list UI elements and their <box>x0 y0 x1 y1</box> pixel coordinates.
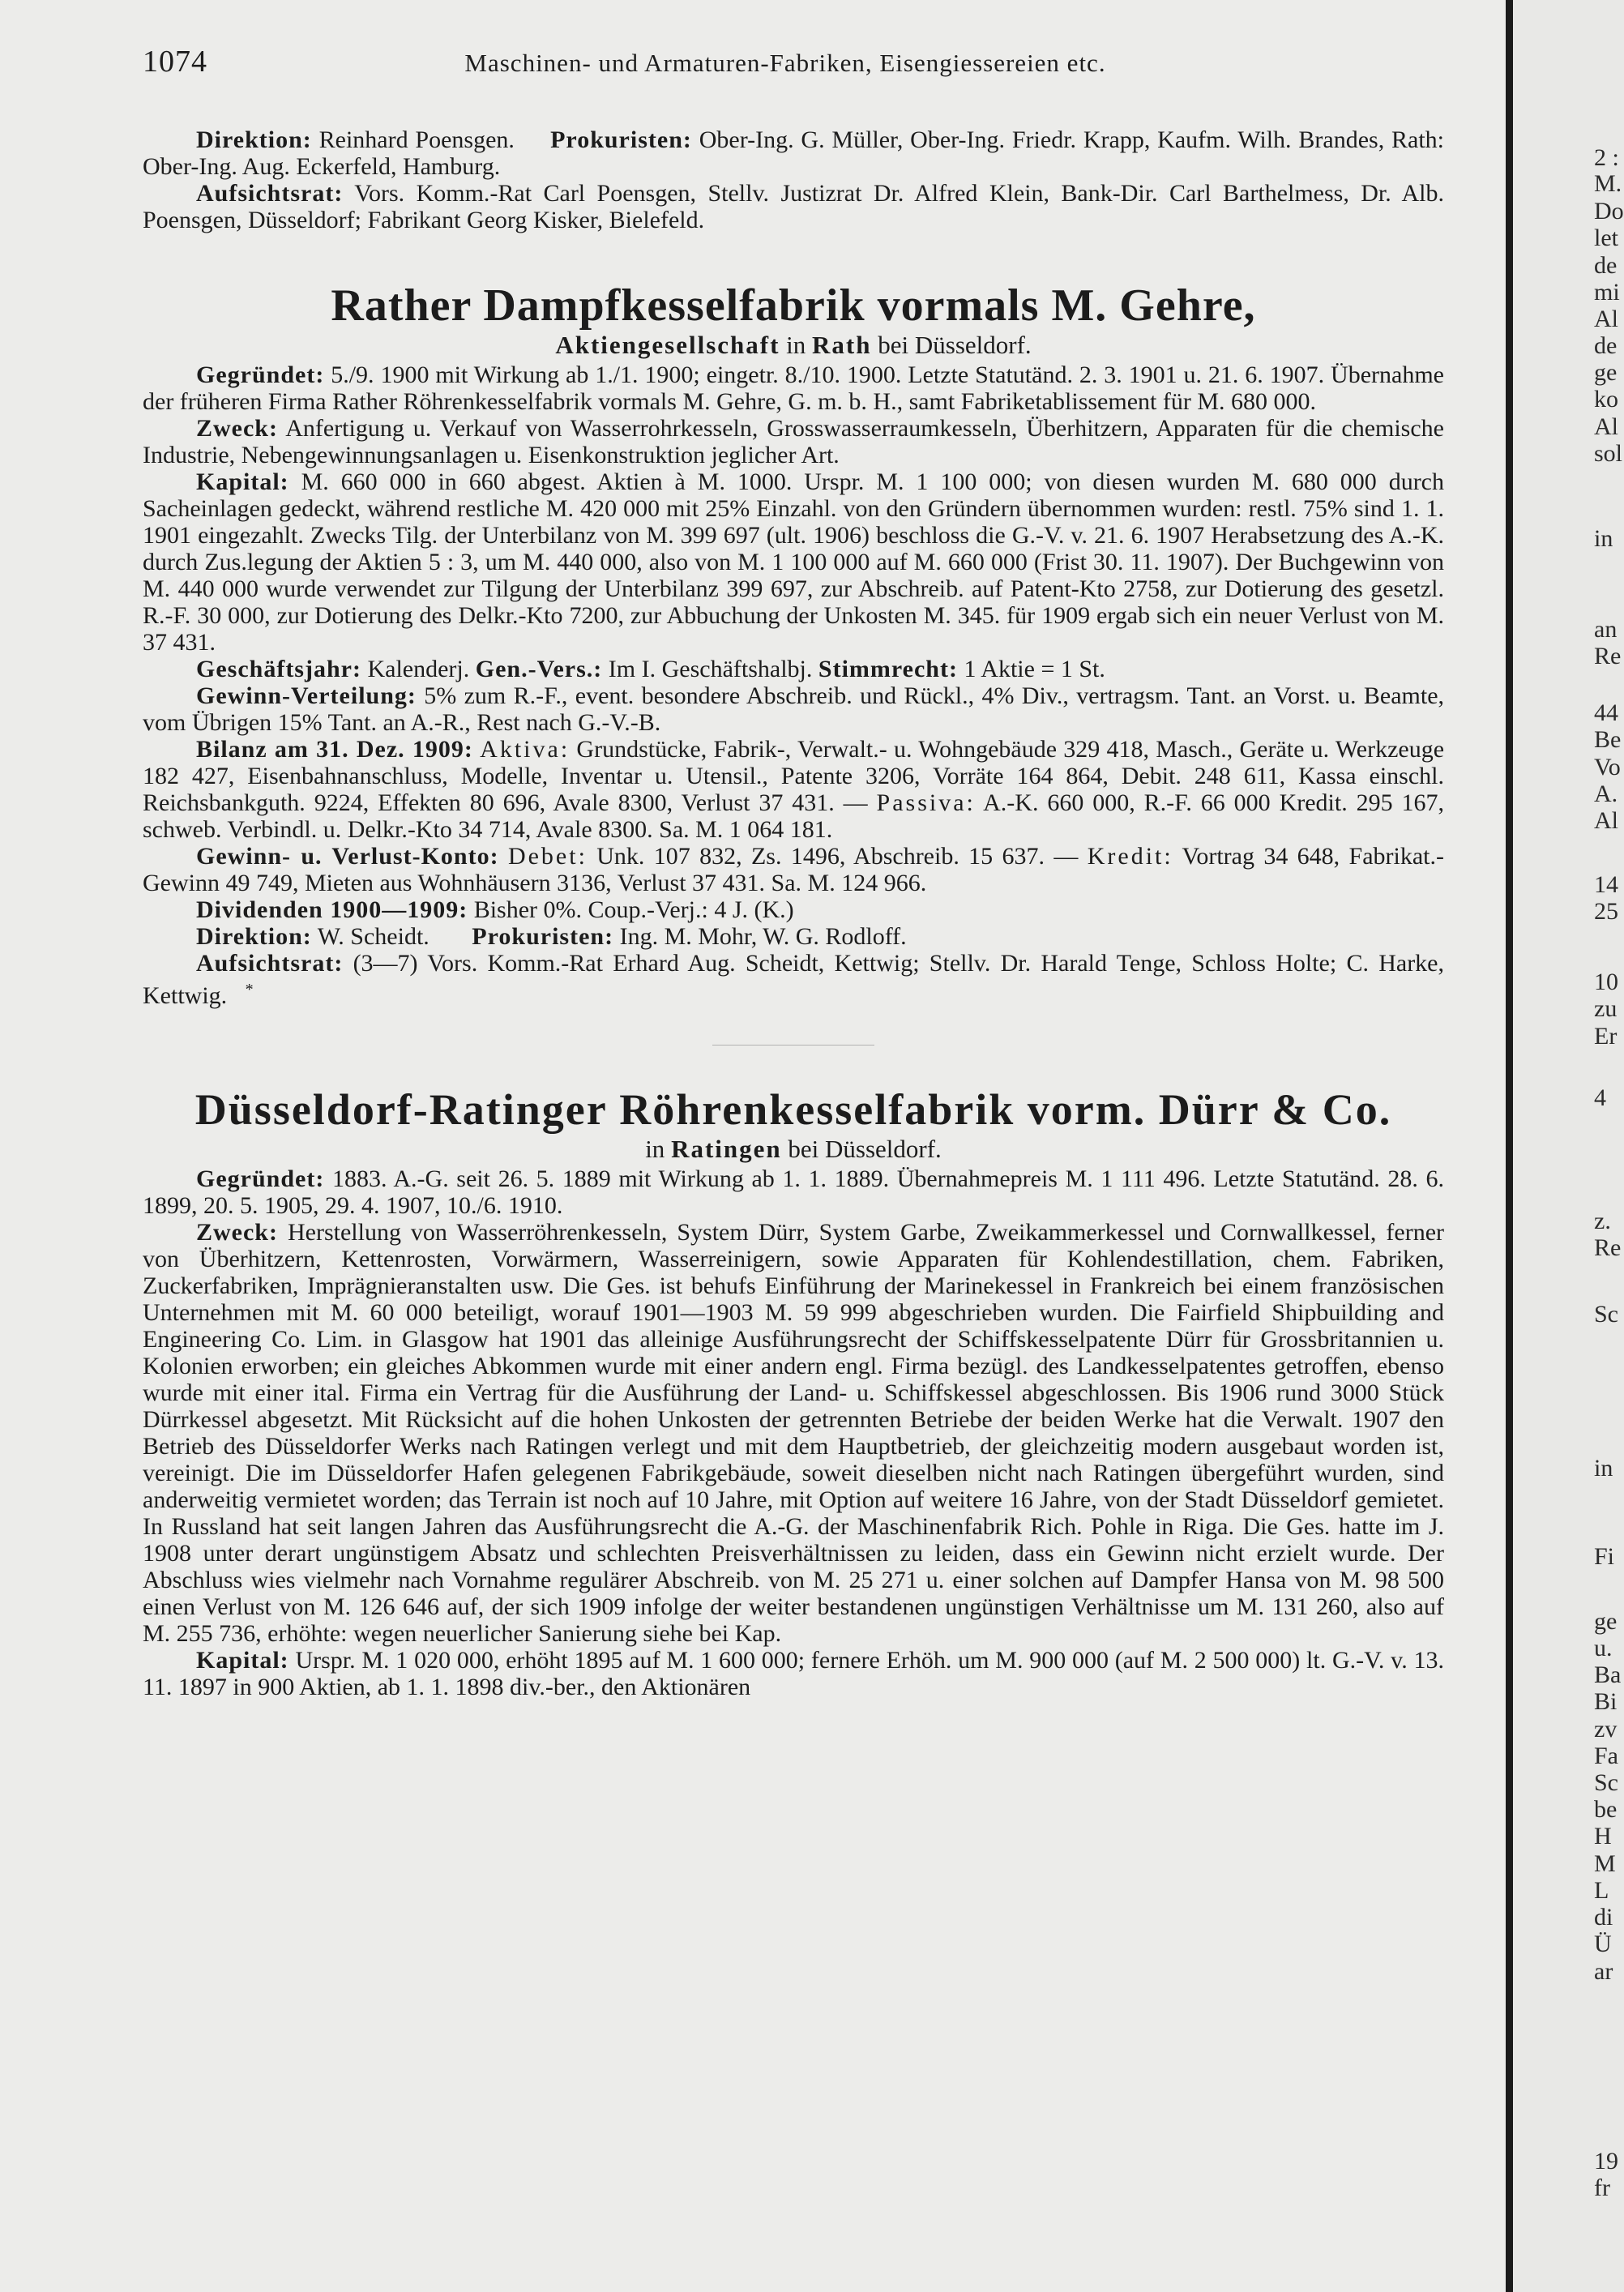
text: W. Scheidt. <box>317 923 430 950</box>
company-subtitle-2 <box>143 1135 1444 1164</box>
text: Vors. Komm.-Rat Carl Poensgen, Stellv. Justizrat Dr. Alfred Klein, Bank-Dir. Carl Barthelmess, Dr. Alb. Poensgen, Düsseldorf; Fabrikant Georg Kisker, Bielefeld. <box>143 180 1445 233</box>
sub-b: in <box>786 331 806 359</box>
neighbor-page-edge <box>1594 0 1624 2292</box>
aktiva-label: Aktiva: <box>480 736 571 763</box>
text: (3—7) Vors. Komm.-Rat Erhard Aug. Scheidt, Kettwig; Stellv. Dr. Harald Tenge, Schloss Holte; C. Harke, Kettwig. <box>143 950 1444 1009</box>
kredit-label: Kredit: <box>1087 843 1173 870</box>
e1-gegruendet <box>143 361 1444 415</box>
neighbor-fragment: A. <box>1594 780 1618 807</box>
text: 5./9. 1900 mit Wirkung ab 1./1. 1900; eingetr. 8./10. 1900. Letzte Statutänd. 2. 3. 1901 u. 21. 6. 1907. Übernahme der früheren Firma Rather Röhrenkesselfabrik vormals M. Gehre, G. m. b. H., samt Fabriketablissement für M. 680 000. <box>143 361 1444 415</box>
neighbor-fragment: 44 <box>1594 699 1618 726</box>
e2-zweck <box>143 1219 1444 1647</box>
prev-aufsichtsrat <box>143 180 1444 233</box>
text: Bisher 0%. Coup.-Verj.: 4 J. (K.) <box>473 896 794 923</box>
neighbor-fragment: 14 <box>1594 871 1618 898</box>
neighbor-fragment: ge <box>1594 359 1618 386</box>
text: Reinhard Poensgen. <box>318 126 515 153</box>
e1-geschaeftsjahr <box>143 656 1444 682</box>
neighbor-fragment: mi <box>1594 279 1620 306</box>
neighbor-fragment: Be <box>1594 726 1622 753</box>
passiva-label: Passiva: <box>876 789 976 816</box>
label: Prokuristen: <box>550 126 692 153</box>
neighbor-fragment: zv <box>1594 1716 1618 1743</box>
page-header <box>143 45 1444 79</box>
neighbor-fragment: be <box>1594 1796 1618 1823</box>
text: Grundstücke, Fabrik-, Verwalt.- u. Wohngebäude 329 418, Masch., Geräte u. Werkzeuge 182 427, Eisenbahnanschluss, Modelle, Inventar u. Utensil., Patente 3206, Vorräte 164 864, Debit. 248 611, Kassa einschl. Reichsbankguth. 9224, Effekten 80 696, Avale 8300, Verlust 37 431. — <box>143 736 1445 816</box>
label: Geschäftsjahr: <box>196 656 361 682</box>
sub-d: bei Düsseldorf. <box>878 331 1032 359</box>
neighbor-fragment: Ba <box>1594 1661 1622 1688</box>
neighbor-fragment: Sc <box>1594 1769 1618 1796</box>
label: Zweck: <box>196 1219 278 1246</box>
label: Bilanz am 31. Dez. 1909: <box>196 736 473 763</box>
company-subtitle-1 <box>143 331 1444 360</box>
neighbor-fragment: ko <box>1594 386 1618 413</box>
neighbor-fragment: fr <box>1594 2174 1610 2201</box>
label: Direktion: <box>196 923 312 950</box>
text: M. 660 000 in 660 abgest. Aktien à M. 1000. Urspr. M. 1 100 000; von diesen wurden M. 680 000 durch Sacheinlagen gedeckt, während restliche M. 420 000 mit 25% Einzahl. von den Gründern übernommen wurden: restl. 75% sind 1. 1. 1901 eingezahlt. Zwecks Tilg. der Unterbilanz von M. 399 697 (ult. 1906) beschloss die G.-V. v. 21. 6. 1907 Herabsetzung des A.-K. durch Zus.legung der Aktien 5 : 3, um M. 440 000, also von M. 1 100 000 auf M. 660 000 (Frist 30. 11. 1907). Der Buchgewinn von M. 440 000 wurde verwendet zur Tilgung der Unterbilanz 399 697, zur Abschreib. auf Patent-Kto 2758, zur Dotierung des gesetzl. R.-F. 30 000, zur Dotierung des Delkr.-Kto 7200, zur Abbuchung der Unkosten M. 345. für 1909 ergab sich ein neuer Verlust von M. 37 431. <box>143 468 1444 656</box>
neighbor-fragment: Al <box>1594 306 1618 332</box>
neighbor-fragment: 10 <box>1594 969 1618 995</box>
neighbor-fragment: ge <box>1594 1608 1618 1635</box>
e1-aufsichtsrat <box>143 950 1444 1009</box>
label: Gegründet: <box>196 361 325 388</box>
neighbor-fragment: Re <box>1594 643 1622 669</box>
neighbor-fragment: zu <box>1594 995 1618 1022</box>
neighbor-fragment: Re <box>1594 1234 1622 1261</box>
debet-label: Debet: <box>507 843 588 870</box>
neighbor-fragment: in <box>1594 1455 1613 1482</box>
label: Gewinn- u. Verlust-Konto: <box>196 843 499 870</box>
label: Kapital: <box>196 468 289 495</box>
neighbor-fragment: Al <box>1594 413 1618 440</box>
label: Prokuristen: <box>472 923 614 950</box>
neighbor-fragment: in <box>1594 525 1613 552</box>
neighbor-fragment: di <box>1594 1904 1613 1931</box>
e1-gewinn-verteilung <box>143 682 1444 736</box>
neighbor-fragment: 2 : <box>1594 144 1619 171</box>
sub-b: Ratingen <box>671 1135 782 1163</box>
neighbor-fragment: let <box>1594 224 1618 251</box>
label: Aufsichtsrat: <box>196 180 344 207</box>
e1-direktion <box>143 923 1444 950</box>
label: Direktion: <box>196 126 312 153</box>
prev-direktion <box>143 126 1444 180</box>
text: Anfertigung u. Verkauf von Wasserrohrkesseln, Grosswasserraumkesseln, Überhitzern, Apparaten für die chemische Industrie, Nebengewinnungsanlagen u. Eisenkonstruktion jeglicher Art. <box>143 415 1444 468</box>
neighbor-fragment: M. <box>1594 170 1622 197</box>
label: Dividenden 1900—1909: <box>196 896 468 923</box>
neighbor-fragment: M <box>1594 1850 1616 1877</box>
e1-dividenden <box>143 896 1444 923</box>
sub-a: Aktiengesellschaft <box>555 331 780 359</box>
neighbor-fragment: L <box>1594 1877 1609 1904</box>
neighbor-fragment: de <box>1594 252 1618 279</box>
label: Stimmrecht: <box>818 656 958 682</box>
neighbor-fragment: Ü <box>1594 1931 1612 1957</box>
neighbor-fragment: de <box>1594 332 1618 359</box>
neighbor-fragment: Sc <box>1594 1301 1618 1328</box>
text: Kalenderj. <box>367 656 470 682</box>
label: Gegründet: <box>196 1165 325 1192</box>
label: Kapital: <box>196 1647 289 1674</box>
sub-c: bei Düsseldorf. <box>788 1135 942 1163</box>
main-column <box>143 45 1445 1700</box>
neighbor-fragment: 4 <box>1594 1084 1606 1111</box>
neighbor-fragment: ar <box>1594 1958 1613 1985</box>
neighbor-fragment: Vo <box>1594 754 1621 780</box>
neighbor-fragment: z. <box>1594 1208 1611 1234</box>
text: Herstellung von Wasserröhrenkesseln, System Dürr, System Garbe, Zweikammerkessel und Cornwallkessel, ferner von Überhitzern, Kettenrosten, Vorwärmern, Wasserreinigern, sowie Apparaten für Kohlendestillation, chem. Fabriken, Zuckerfabriken, Imprägnieranstalten usw. Die Ges. ist behufs Einführung der Marinekessel in Frankreich bei einem französischen Unternehmen mit M. 60 000 beteiligt, worauf 1901—1903 M. 59 999 abgeschrieben wurden. Die Fairfield Shipbuilding and Engineering Co. Lim. in Glasgow hat 1901 das alleinige Ausführungsrecht der Schiffskesselpatente Dürr für Grossbritannien u. Kolonien erworben; ein gleiches Abkommen wurde mit einer andern engl. Firma bezügl. des Landkesselpatentes getroffen, ebenso wurde mit einer ital. Firma ein Vertrag für die Ausführung der Land- u. Schiffskessel abgeschlossen. Bis 1906 rund 3000 Stück Dürrkessel abgesetzt. Mit Rücksicht auf die hohen Unkosten der getrennten Betriebe der beiden Werke hat die Verwalt. 1907 den Betrieb des Düsseldorfer Werks nach Ratingen verlegt und mit dem Hauptbetrieb, der gleichzeitig modern ausgebaut worden ist, vereinigt. Die im Düsseldorfer Hafen gelegenen Fabrikgebäude, soweit dieselben nicht nach Ratingen übergeführt wurden, sind anderweitig vermietet worden; das Terrain ist noch auf 10 Jahre, mit Option auf weitere 16 Jahre, von der Stadt Düsseldorf gemietet. In Russland hat seit langen Jahren das Ausführungsrecht die A.-G. der Maschinenfabrik Rich. Pohle in Riga. Die Ges. hatte im J. 1908 unter derart ungünstigem Absatz und schlechten Preisverhältnissen zu leiden, dass ein Gewinn nicht erzielt wurde. Der Abschluss wies vielmehr nach Vornahme regulärer Abschreib. von M. 25 271 u. einer solchen auf Dampfer Hansa von M. 98 500 einen Verlust von M. 126 646 auf, der sich 1909 infolge der weiter bestandenen ungünstigen Verhältnisse um M. 131 260, also auf M. 255 736, erhöhte: wegen neuerlicher Sanierung siehe bei Kap. <box>143 1219 1445 1647</box>
neighbor-fragment: Fi <box>1594 1543 1615 1570</box>
asterisk-mark: * <box>245 981 254 998</box>
e1-bilanz <box>143 736 1444 843</box>
text: Im I. Geschäftshalbj. <box>608 656 813 682</box>
label: Gewinn-Verteilung: <box>196 682 417 709</box>
neighbor-fragment: Fa <box>1594 1743 1618 1769</box>
company-title-2: Düsseldorf-Ratinger Röhrenkesselfabrik vorm. Dürr & Co. <box>194 1085 1392 1134</box>
neighbor-fragment: Bi <box>1594 1688 1618 1715</box>
neighbor-fragment: Al <box>1594 807 1618 834</box>
neighbor-fragment: 19 <box>1594 2148 1618 2174</box>
text: Ober-Ing. G. Müller, Ober-Ing. Friedr. Krapp, Kaufm. Wilh. Brandes, Rath: Ober-Ing. Aug. Eckerfeld, Hamburg. <box>143 126 1445 180</box>
neighbor-fragment: 25 <box>1594 898 1618 925</box>
e1-kapital <box>143 468 1444 656</box>
text: Urspr. M. 1 020 000, erhöht 1895 auf M. 1 600 000; fernere Erhöh. um M. 900 000 (auf M. 2 500 000) lt. G.-V. v. 13. 11. 1897 in 900 Aktien, ab 1. 1. 1898 div.-ber., den Aktionären <box>143 1647 1444 1700</box>
entry-divider <box>712 1045 874 1046</box>
label: Zweck: <box>196 415 278 442</box>
e1-zweck <box>143 415 1444 468</box>
text: 5% zum R.-F., event. besondere Abschreib. und Rückl., 4% Div., vertragsm. Tant. an Vorst. u. Beamte, vom Übrigen 15% Tant. an A.-R., Rest nach G.-V.-B. <box>143 682 1445 736</box>
sub-c: Rath <box>812 331 872 359</box>
text: Vortrag 34 648, Fabrikat.-Gewinn 49 749, Mieten aus Wohnhäusern 3136, Verlust 37 431. Sa. M. 124 966. <box>143 843 1444 896</box>
neighbor-fragment: an <box>1594 616 1618 643</box>
text: Unk. 107 832, Zs. 1496, Abschreib. 15 637. — <box>596 843 1079 870</box>
sub-a: in <box>645 1135 665 1163</box>
page-number: 1074 <box>143 45 207 79</box>
company-title-1: Rather Dampfkesselfabrik vormals M. Gehre, <box>331 280 1256 331</box>
text: 1883. A.-G. seit 26. 5. 1889 mit Wirkung ab 1. 1. 1889. Übernahmepreis M. 1 111 496. Letzte Statutänd. 28. 6. 1899, 20. 5. 1905, 29. 4. 1907, 10./6. 1910. <box>143 1165 1444 1219</box>
neighbor-fragment: u. <box>1594 1635 1613 1661</box>
neighbor-fragment: H <box>1594 1823 1612 1849</box>
label: Aufsichtsrat: <box>196 950 344 977</box>
e1-guv <box>143 843 1444 896</box>
text: A.-K. 660 000, R.-F. 66 000 Kredit. 295 167, schweb. Verbindl. u. Delkr.-Kto 34 714, Avale 8300. Sa. M. 1 064 181. <box>143 789 1444 843</box>
text: 1 Aktie = 1 St. <box>964 656 1105 682</box>
e2-kapital <box>143 1647 1444 1700</box>
text: Ing. M. Mohr, W. G. Rodloff. <box>619 923 907 950</box>
neighbor-fragment: sol <box>1594 440 1623 467</box>
label: Gen.-Vers.: <box>475 656 603 682</box>
e2-gegruendet <box>143 1165 1444 1219</box>
running-head: Maschinen- und Armaturen-Fabriken, Eisengiessereien etc. <box>464 49 1106 77</box>
binding-gutter <box>1506 0 1513 2292</box>
neighbor-fragment: Do <box>1594 198 1624 224</box>
neighbor-fragment: Er <box>1594 1023 1618 1050</box>
